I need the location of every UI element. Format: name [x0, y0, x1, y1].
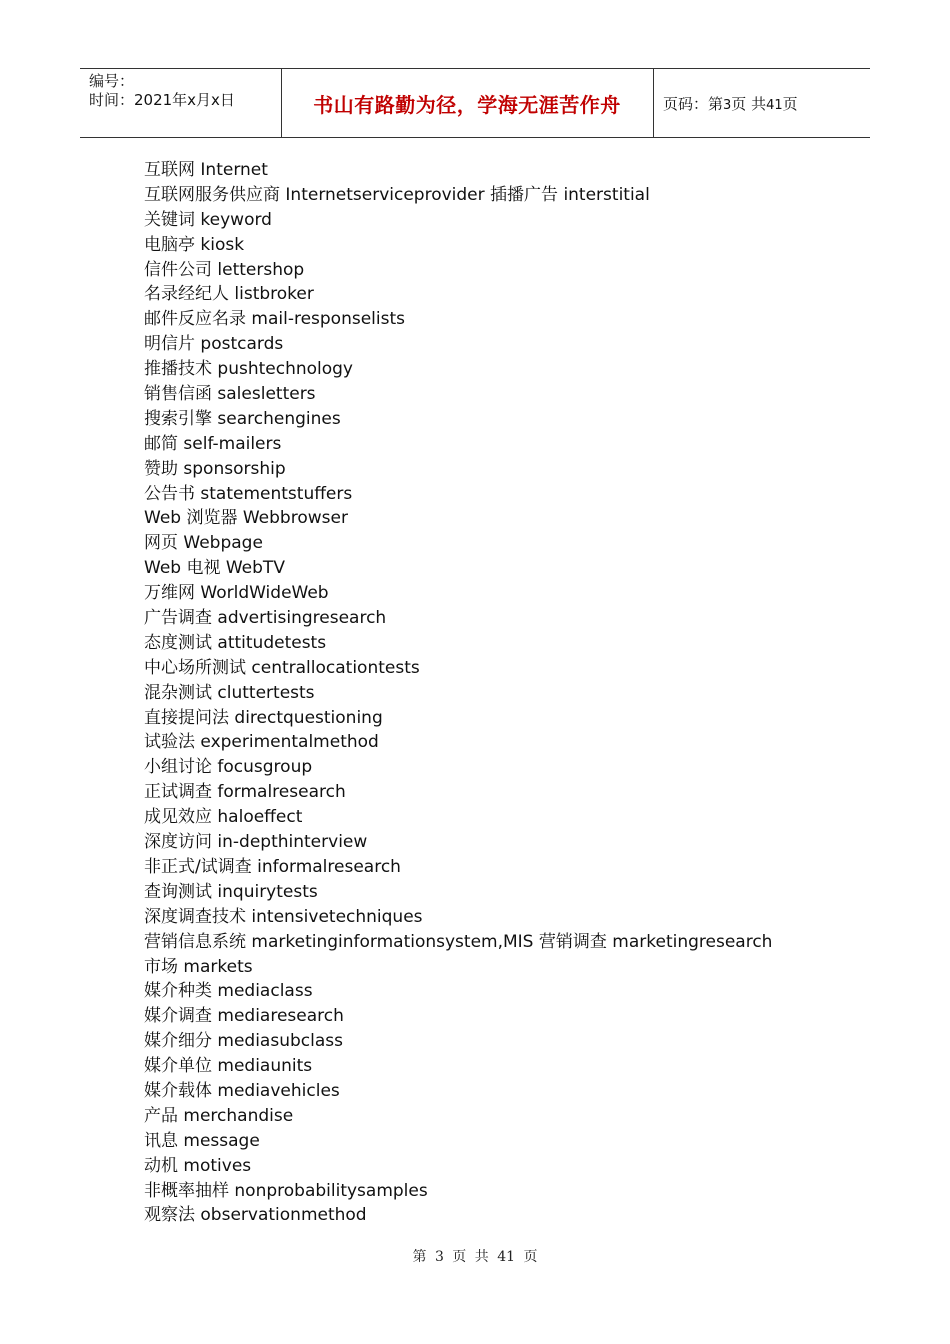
page-suffix: 页 — [782, 94, 798, 113]
glossary-entry: 明信片 postcards — [144, 334, 284, 355]
glossary-entry: 市场 markets — [144, 956, 253, 977]
glossary-entry: 媒介单位 mediaunits — [144, 1056, 313, 1077]
glossary-entry: 信件公司 lettershop — [144, 259, 305, 280]
page-total: 41 — [766, 97, 783, 113]
glossary-entry: 动机 motives — [144, 1155, 252, 1176]
glossary-entry: 非正式/试调查 informalresearch — [144, 856, 401, 877]
glossary-entry: 态度测试 attitudetests — [144, 632, 327, 653]
page-header — [80, 68, 870, 138]
glossary-entry: 直接提问法 directquestioning — [144, 707, 383, 728]
glossary-entry: 邮件反应名录 mail-responselists — [144, 309, 406, 330]
glossary-entry: 赞助 sponsorship — [144, 458, 286, 479]
glossary-entry: 观察法 observationmethod — [144, 1205, 367, 1226]
glossary-entry: 邮简 self-mailers — [144, 433, 282, 454]
glossary-entry: 中心场所测试 centrallocationtests — [144, 657, 420, 678]
glossary-entry: 电脑亭 kiosk — [144, 234, 245, 255]
glossary-entry: 讯息 message — [144, 1130, 260, 1151]
glossary-entry: Web 浏览器 Webbrowser — [144, 508, 348, 529]
glossary-entry: 广告调查 advertisingresearch — [144, 608, 387, 629]
glossary-entry: 查询测试 inquirytests — [144, 881, 318, 902]
page-current: 3 — [723, 97, 732, 113]
glossary-entry: 试验法 experimentalmethod — [144, 732, 379, 753]
glossary-entry: 关键词 keyword — [144, 209, 272, 230]
glossary-entry: 名录经纪人 listbroker — [144, 284, 314, 305]
document-date: 时间：2021年x月x日 — [89, 91, 235, 109]
glossary-entry: 媒介载体 mediavehicles — [144, 1080, 340, 1101]
header-page-cell — [654, 69, 870, 137]
glossary-entry: 非概率抽样 nonprobabilitysamples — [144, 1180, 428, 1201]
glossary-entry: 推播技术 pushtechnology — [144, 359, 353, 380]
page-prefix: 页码：第 — [663, 94, 724, 113]
glossary-list — [144, 158, 864, 1228]
glossary-entry: 营销信息系统 marketinginformationsystem,MIS 营销调查 marketingresearch — [144, 931, 773, 952]
glossary-entry: 公告书 statementstuffers — [144, 483, 353, 504]
header-page-number — [654, 93, 798, 114]
glossary-entry: 正试调查 formalresearch — [144, 782, 346, 803]
glossary-entry: 深度访问 in-depthinterview — [144, 832, 368, 853]
page-footer: 第 3 页 共 41 页 — [412, 1249, 538, 1265]
header-motto-cell — [281, 69, 654, 137]
header-meta-cell — [80, 69, 282, 137]
glossary-entry: 成见效应 haloeffect — [144, 807, 303, 828]
glossary-entry: 媒介种类 mediaclass — [144, 981, 313, 1002]
glossary-entry: 搜索引擎 searchengines — [144, 408, 341, 429]
glossary-entry: 互联网服务供应商 Internetserviceprovider 插播广告 interstitial — [144, 184, 650, 205]
glossary-entry: 小组讨论 focusgroup — [144, 757, 313, 778]
glossary-entry: 混杂测试 cluttertests — [144, 682, 315, 703]
glossary-entry: 互联网 Internet — [144, 160, 268, 180]
glossary-entry: 产品 merchandise — [144, 1105, 294, 1126]
glossary-entry: 万维网 WorldWideWeb — [144, 583, 329, 604]
document-number-label: 编号： — [89, 72, 135, 90]
glossary-entry: 媒介调查 mediaresearch — [144, 1006, 344, 1027]
glossary-entry: Web 电视 WebTV — [144, 558, 285, 579]
glossary-entry: 网页 Webpage — [144, 533, 263, 554]
glossary-entry: 深度调查技术 intensivetechniques — [144, 906, 423, 927]
glossary-entry: 销售信函 salesletters — [144, 384, 316, 405]
glossary-entry: 媒介细分 mediasubclass — [144, 1031, 343, 1052]
motto: 书山有路勤为径，学海无涯苦作舟 — [313, 92, 621, 117]
page-mid: 页 共 — [731, 94, 767, 113]
